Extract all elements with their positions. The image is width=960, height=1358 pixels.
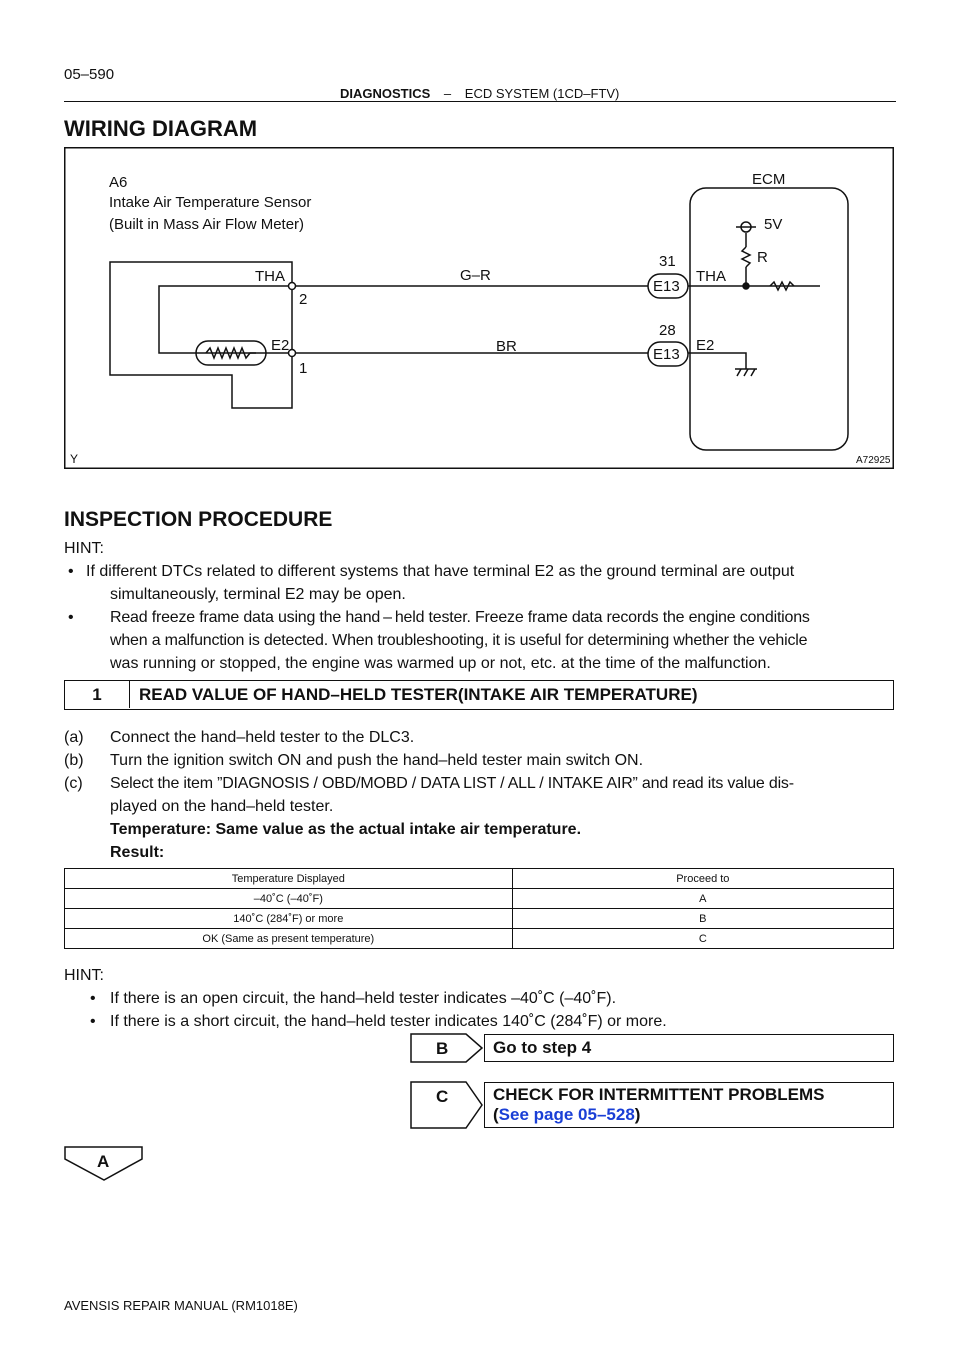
resistor-label: R	[757, 249, 768, 266]
sensor-note: (Built in Mass Air Flow Meter)	[109, 216, 305, 233]
sensor-name: Intake Air Temperature Sensor	[109, 194, 312, 211]
running-header	[340, 86, 740, 101]
ground-hatch-1	[737, 369, 741, 376]
ecm-junction-dot	[743, 283, 749, 289]
result-label: Result:	[110, 844, 165, 861]
bullet-icon: •	[90, 990, 96, 1007]
continue-a-arrow-icon	[64, 1146, 144, 1182]
table-row	[65, 929, 894, 949]
wire-tha-color: G–R	[460, 267, 491, 284]
branch-b-arrow-icon	[410, 1033, 484, 1063]
figure-id: A72925	[856, 455, 891, 466]
table-row	[65, 889, 894, 909]
table-header-cell: Proceed to	[512, 869, 893, 889]
hint-line: Read freeze frame data using the hand – held tester. Freeze frame data records the engine conditions	[110, 609, 810, 626]
branch-c-arrow-icon	[410, 1081, 484, 1129]
table-header-row	[65, 869, 894, 889]
bullet-icon: •	[90, 1013, 96, 1030]
substep-label: (a)	[64, 729, 84, 746]
page-number: 05–590	[64, 66, 115, 83]
step-number: 1	[65, 681, 130, 708]
ecm-pullup-resistor-icon	[742, 247, 750, 267]
substep-text-continued: played on the hand–held tester.	[110, 798, 334, 815]
ecm-pin-e2-number: 28	[659, 322, 676, 339]
bullet-icon: •	[68, 563, 74, 580]
hint-line: was running or stopped, the engine was warmed up or not, etc. at the time of the malfunction.	[110, 655, 771, 672]
sensor-code: A6	[109, 174, 128, 191]
header-rule	[64, 101, 896, 102]
pin-e2-terminal	[289, 350, 296, 357]
see-page-link[interactable]: See page 05–528	[498, 1105, 635, 1124]
table-cell: A	[512, 889, 893, 909]
substep-text: Select the item ”DIAGNOSIS / OBD/MOBD / DATA LIST / ALL / INTAKE AIR” and read its value dis-	[110, 775, 794, 792]
step-hint-line: If there is an open circuit, the hand–held tester indicates –40˚C (–40˚F).	[110, 990, 617, 1007]
table-cell: B	[512, 909, 893, 929]
substep-text: Connect the hand–held tester to the DLC3.	[110, 729, 415, 746]
branch-c-text: CHECK FOR INTERMITTENT PROBLEMS	[493, 1085, 825, 1104]
ecm-e2-line	[688, 353, 746, 369]
wiring-diagram	[64, 147, 894, 469]
step-hint-label: HINT:	[64, 967, 104, 984]
sensor-e2-label: E2	[271, 337, 290, 354]
hint-line: when a malfunction is detected. When troubleshooting, it is useful for determining whether the vehicle	[110, 632, 808, 649]
ecm-tha-label: THA	[696, 268, 726, 285]
connector-e2-code: E13	[653, 346, 680, 363]
step-hint-line: If there is a short circuit, the hand–held tester indicates 140˚C (284˚F) or more.	[110, 1013, 667, 1030]
pin-tha-number: 2	[299, 291, 308, 308]
substep-text: Turn the ignition switch ON and push the hand–held tester main switch ON.	[110, 752, 644, 769]
corner-mark: Y	[70, 452, 79, 466]
table-cell: –40˚C (–40˚F)	[65, 889, 513, 909]
connector-tha-code: E13	[653, 278, 680, 295]
branch-b-text: Go to step 4	[493, 1038, 592, 1057]
branch-b-letter: B	[436, 1039, 449, 1058]
ecm-label: ECM	[752, 171, 786, 188]
branch-c-close: )	[634, 1105, 641, 1124]
hint-line: If different DTCs related to different systems that have terminal E2 as the ground terminal are output	[86, 563, 795, 580]
ground-hatch-3	[751, 369, 755, 376]
table-row	[65, 909, 894, 929]
ground-hatch-2	[744, 369, 748, 376]
substep-label: (c)	[64, 775, 83, 792]
branch-b-button[interactable]	[484, 1034, 894, 1062]
ecm-e2-label: E2	[696, 337, 715, 354]
result-table	[64, 868, 894, 949]
substep-label: (b)	[64, 752, 84, 769]
ecm-pin-tha-number: 31	[659, 253, 676, 270]
branch-c-letter: C	[436, 1087, 449, 1106]
header-separator: –	[443, 86, 452, 101]
pin-e2-number: 1	[299, 360, 308, 377]
table-cell: OK (Same as present temperature)	[65, 929, 513, 949]
branch-c-open: (	[493, 1105, 499, 1124]
table-cell: C	[512, 929, 893, 949]
header-section: DIAGNOSTICS	[340, 86, 431, 101]
supply-voltage: 5V	[764, 216, 783, 233]
table-cell: 140˚C (284˚F) or more	[65, 909, 513, 929]
header-system: ECD SYSTEM (1CD–FTV)	[464, 86, 620, 101]
hint-line: simultaneously, terminal E2 may be open.	[110, 586, 406, 603]
inspection-hint-label: HINT:	[64, 540, 104, 557]
continue-a-letter: A	[97, 1152, 110, 1171]
branch-c-reference	[493, 1105, 893, 1125]
table-header-cell: Temperature Displayed	[65, 869, 513, 889]
bullet-icon: •	[68, 609, 74, 626]
wiring-diagram-heading: WIRING DIAGRAM	[64, 116, 258, 141]
spec-text: Temperature: Same value as the actual intake air temperature.	[110, 821, 582, 838]
branch-c-button[interactable]	[484, 1082, 894, 1128]
wire-e2-color: BR	[496, 338, 517, 355]
step-title: READ VALUE OF HAND–HELD TESTER(INTAKE AIR TEMPERATURE)	[139, 685, 698, 704]
pin-tha-terminal	[289, 283, 296, 290]
inspection-heading: INSPECTION PROCEDURE	[64, 508, 333, 531]
step-box	[64, 680, 894, 710]
footer-text: AVENSIS REPAIR MANUAL (RM1018E)	[64, 1298, 298, 1313]
sensor-tha-label: THA	[255, 268, 285, 285]
